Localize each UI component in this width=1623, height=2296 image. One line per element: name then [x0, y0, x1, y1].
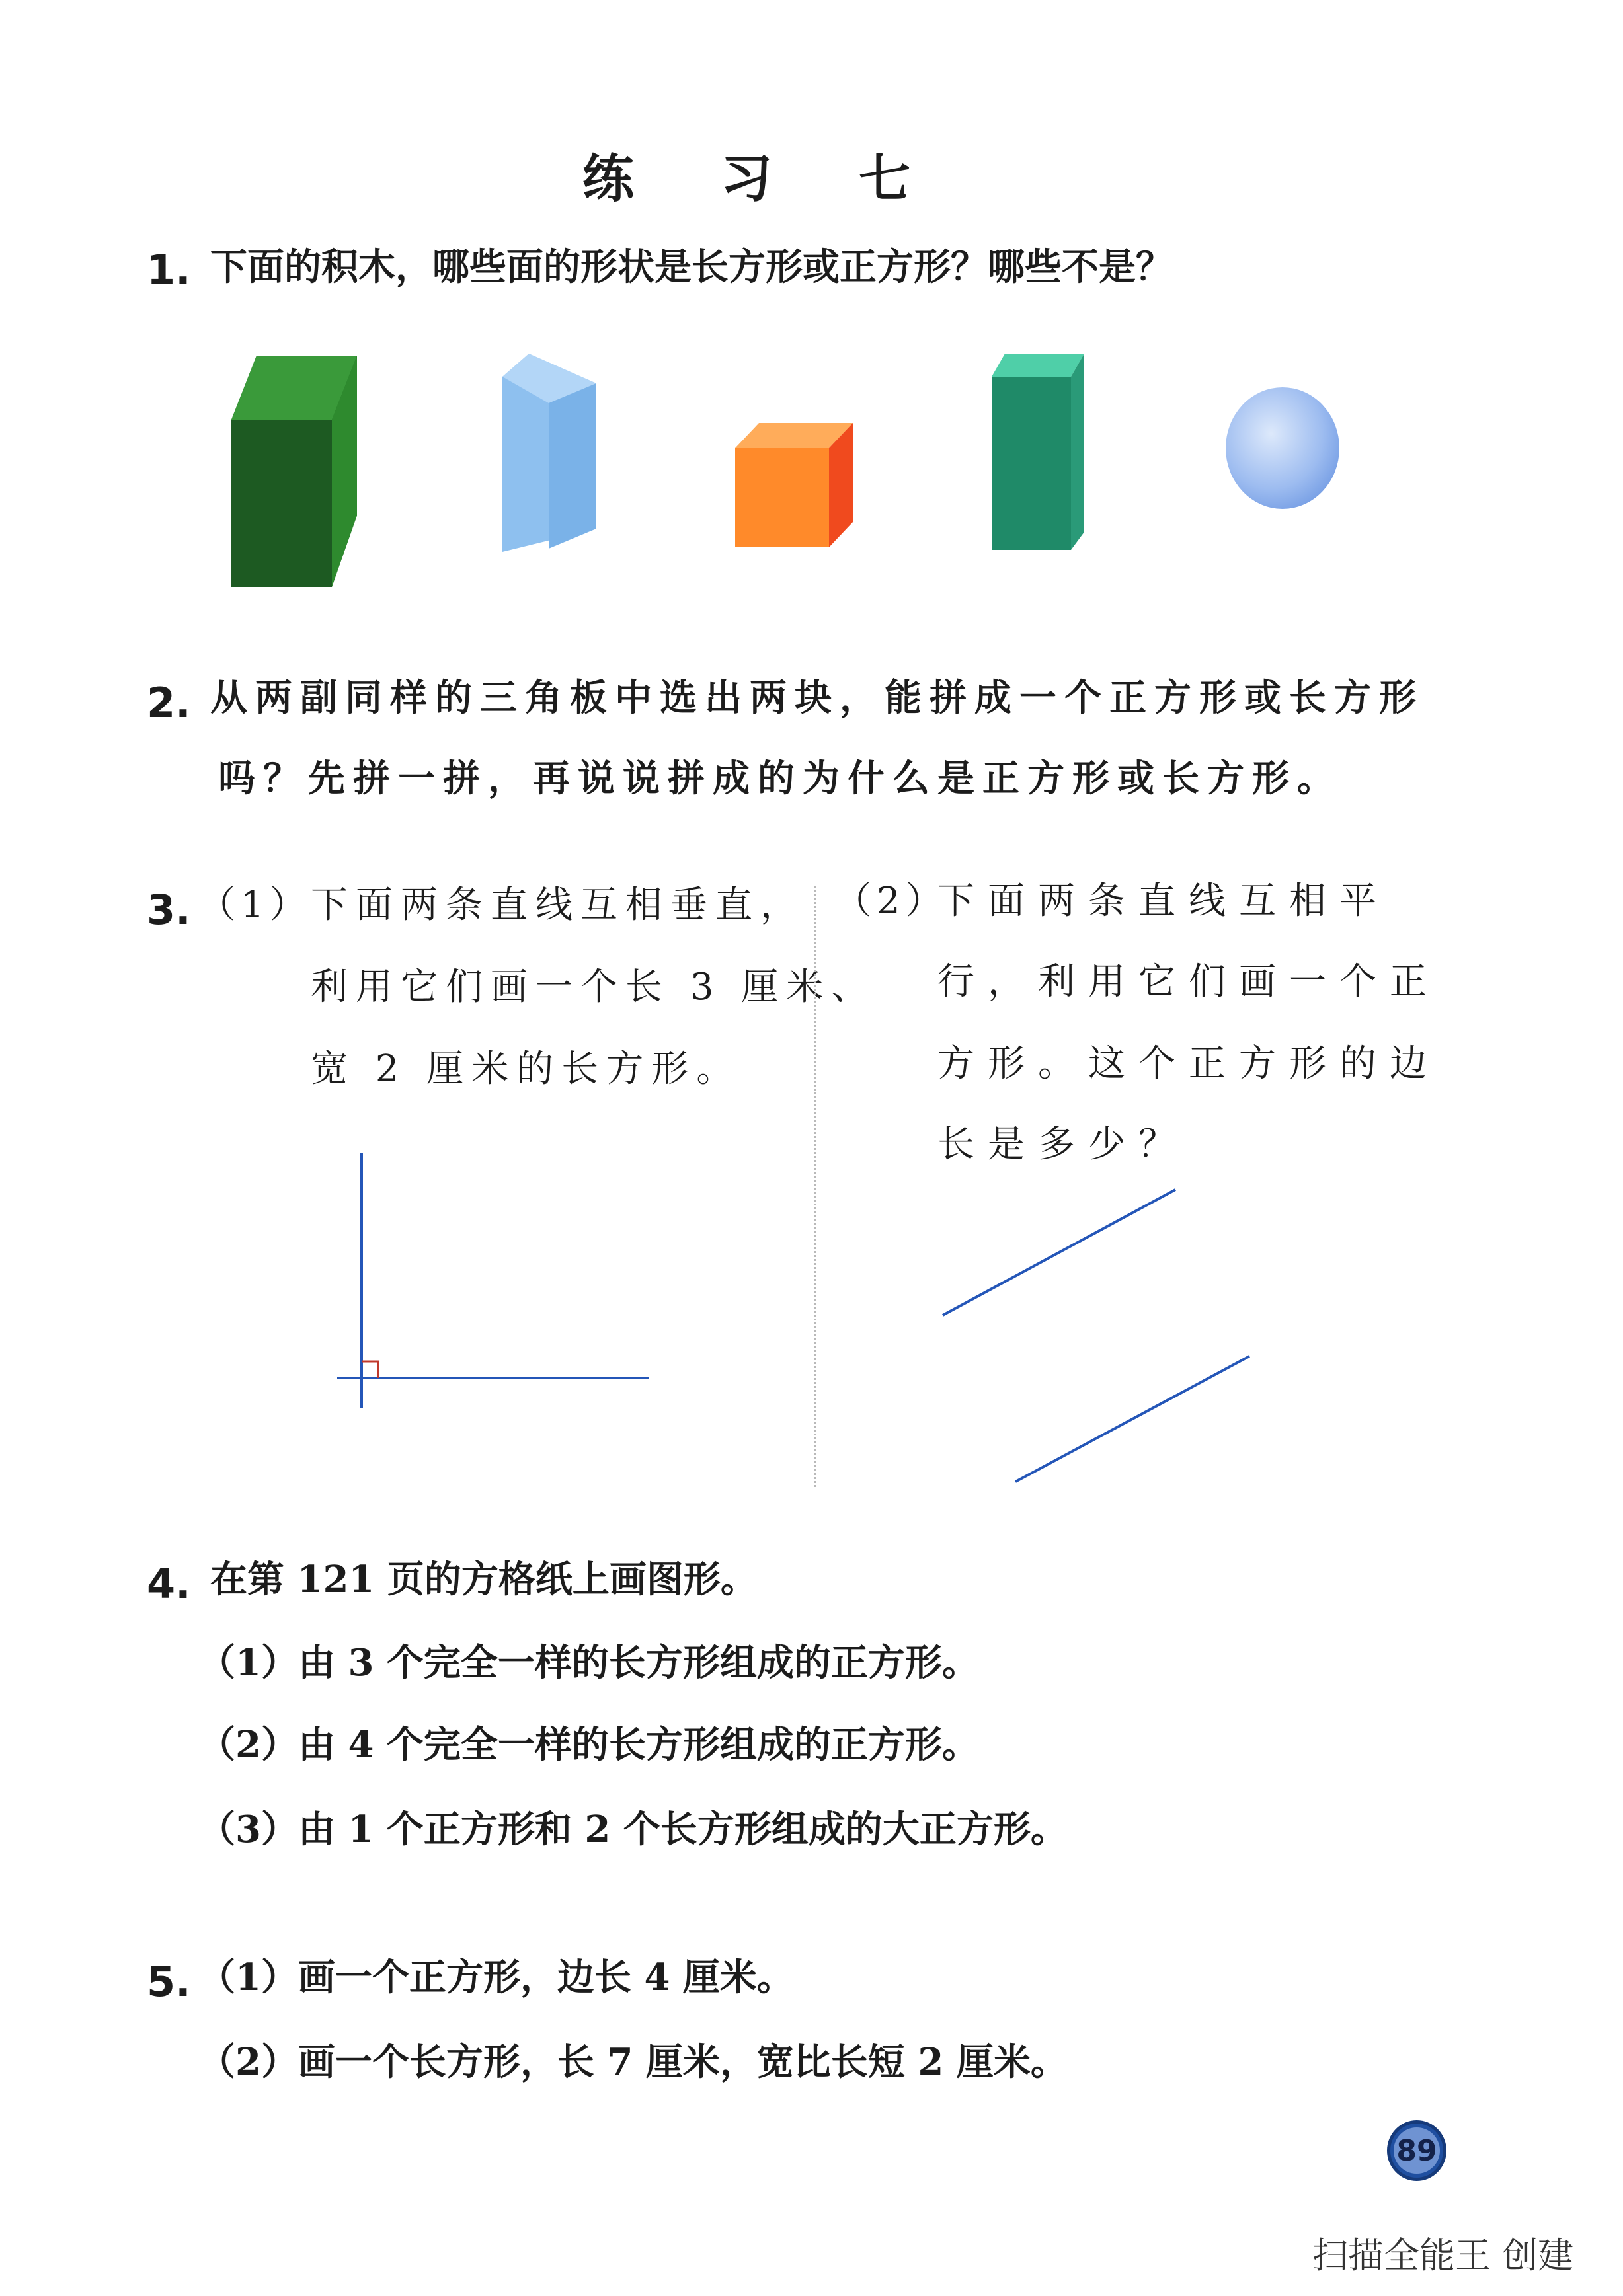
teal-cuboid-block [992, 354, 1084, 550]
q1-text: 下面的积木，哪些面的形状是长方形或正方形？哪些不是？ [210, 245, 1173, 289]
q3-part2-line4: 长是多少？ [937, 1123, 1189, 1166]
orange-cube-block [735, 423, 853, 547]
parallel-lines-figure [926, 1176, 1296, 1520]
q1-number: 1. [147, 246, 191, 294]
q2-line1: 从两副同样的三角板中选出两块，能拼成一个正方形或长方形 [210, 676, 1424, 720]
q3-part2-line2: 行，利用它们画一个正 [937, 960, 1440, 1003]
q3-part2-label: （2） [834, 880, 948, 923]
q4-item-1: （1）由 3 个完全一样的长方形组成的正方形。 [198, 1641, 979, 1685]
q3-part1-label: （1） [198, 884, 312, 927]
page-number-badge [1387, 2120, 1446, 2181]
q3-part2-line1: 下面两条直线互相平 [937, 880, 1390, 923]
q4-intro: 在第 121 页的方格纸上画图形。 [210, 1558, 758, 1601]
green-cuboid-block [231, 356, 357, 587]
q3-column-divider [814, 886, 816, 1487]
q3-part1-line3: 宽 2 厘米的长方形。 [311, 1048, 742, 1091]
q5-item-1: （1）画一个正方形，边长 4 厘米。 [198, 1956, 794, 1999]
q4-item-3: （3）由 1 个正方形和 2 个长方形组成的大正方形。 [198, 1808, 1068, 1851]
scanner-watermark: 扫描全能王 创建 [1312, 2235, 1574, 2276]
q2-number: 2. [147, 679, 191, 727]
q3-number: 3. [147, 886, 191, 934]
page-title: 练 习 七 [582, 149, 945, 209]
q2-line2: 吗？先拼一拼，再说说拼成的为什么是正方形或长方形。 [218, 757, 1342, 800]
q3-part1-line2: 利用它们画一个长 3 厘米、 [311, 966, 877, 1009]
blue-prism-block [502, 354, 596, 552]
q1-blocks-illustration [0, 330, 1623, 661]
q4-item-2: （2）由 4 个完全一样的长方形组成的正方形。 [198, 1723, 979, 1767]
perpendicular-lines-figure [317, 1143, 688, 1434]
q5-item-2: （2）画一个长方形，长 7 厘米，宽比长短 2 厘米。 [198, 2040, 1068, 2084]
page-number: 89 [1394, 2127, 1440, 2174]
q3-part2-line3: 方形。这个正方形的边 [937, 1042, 1440, 1085]
q3-part1-line1: 下面两条直线互相垂直， [311, 884, 805, 927]
blue-sphere-block [1226, 387, 1339, 509]
q4-number: 4. [147, 1560, 191, 1608]
q5-number: 5. [147, 1958, 191, 2006]
